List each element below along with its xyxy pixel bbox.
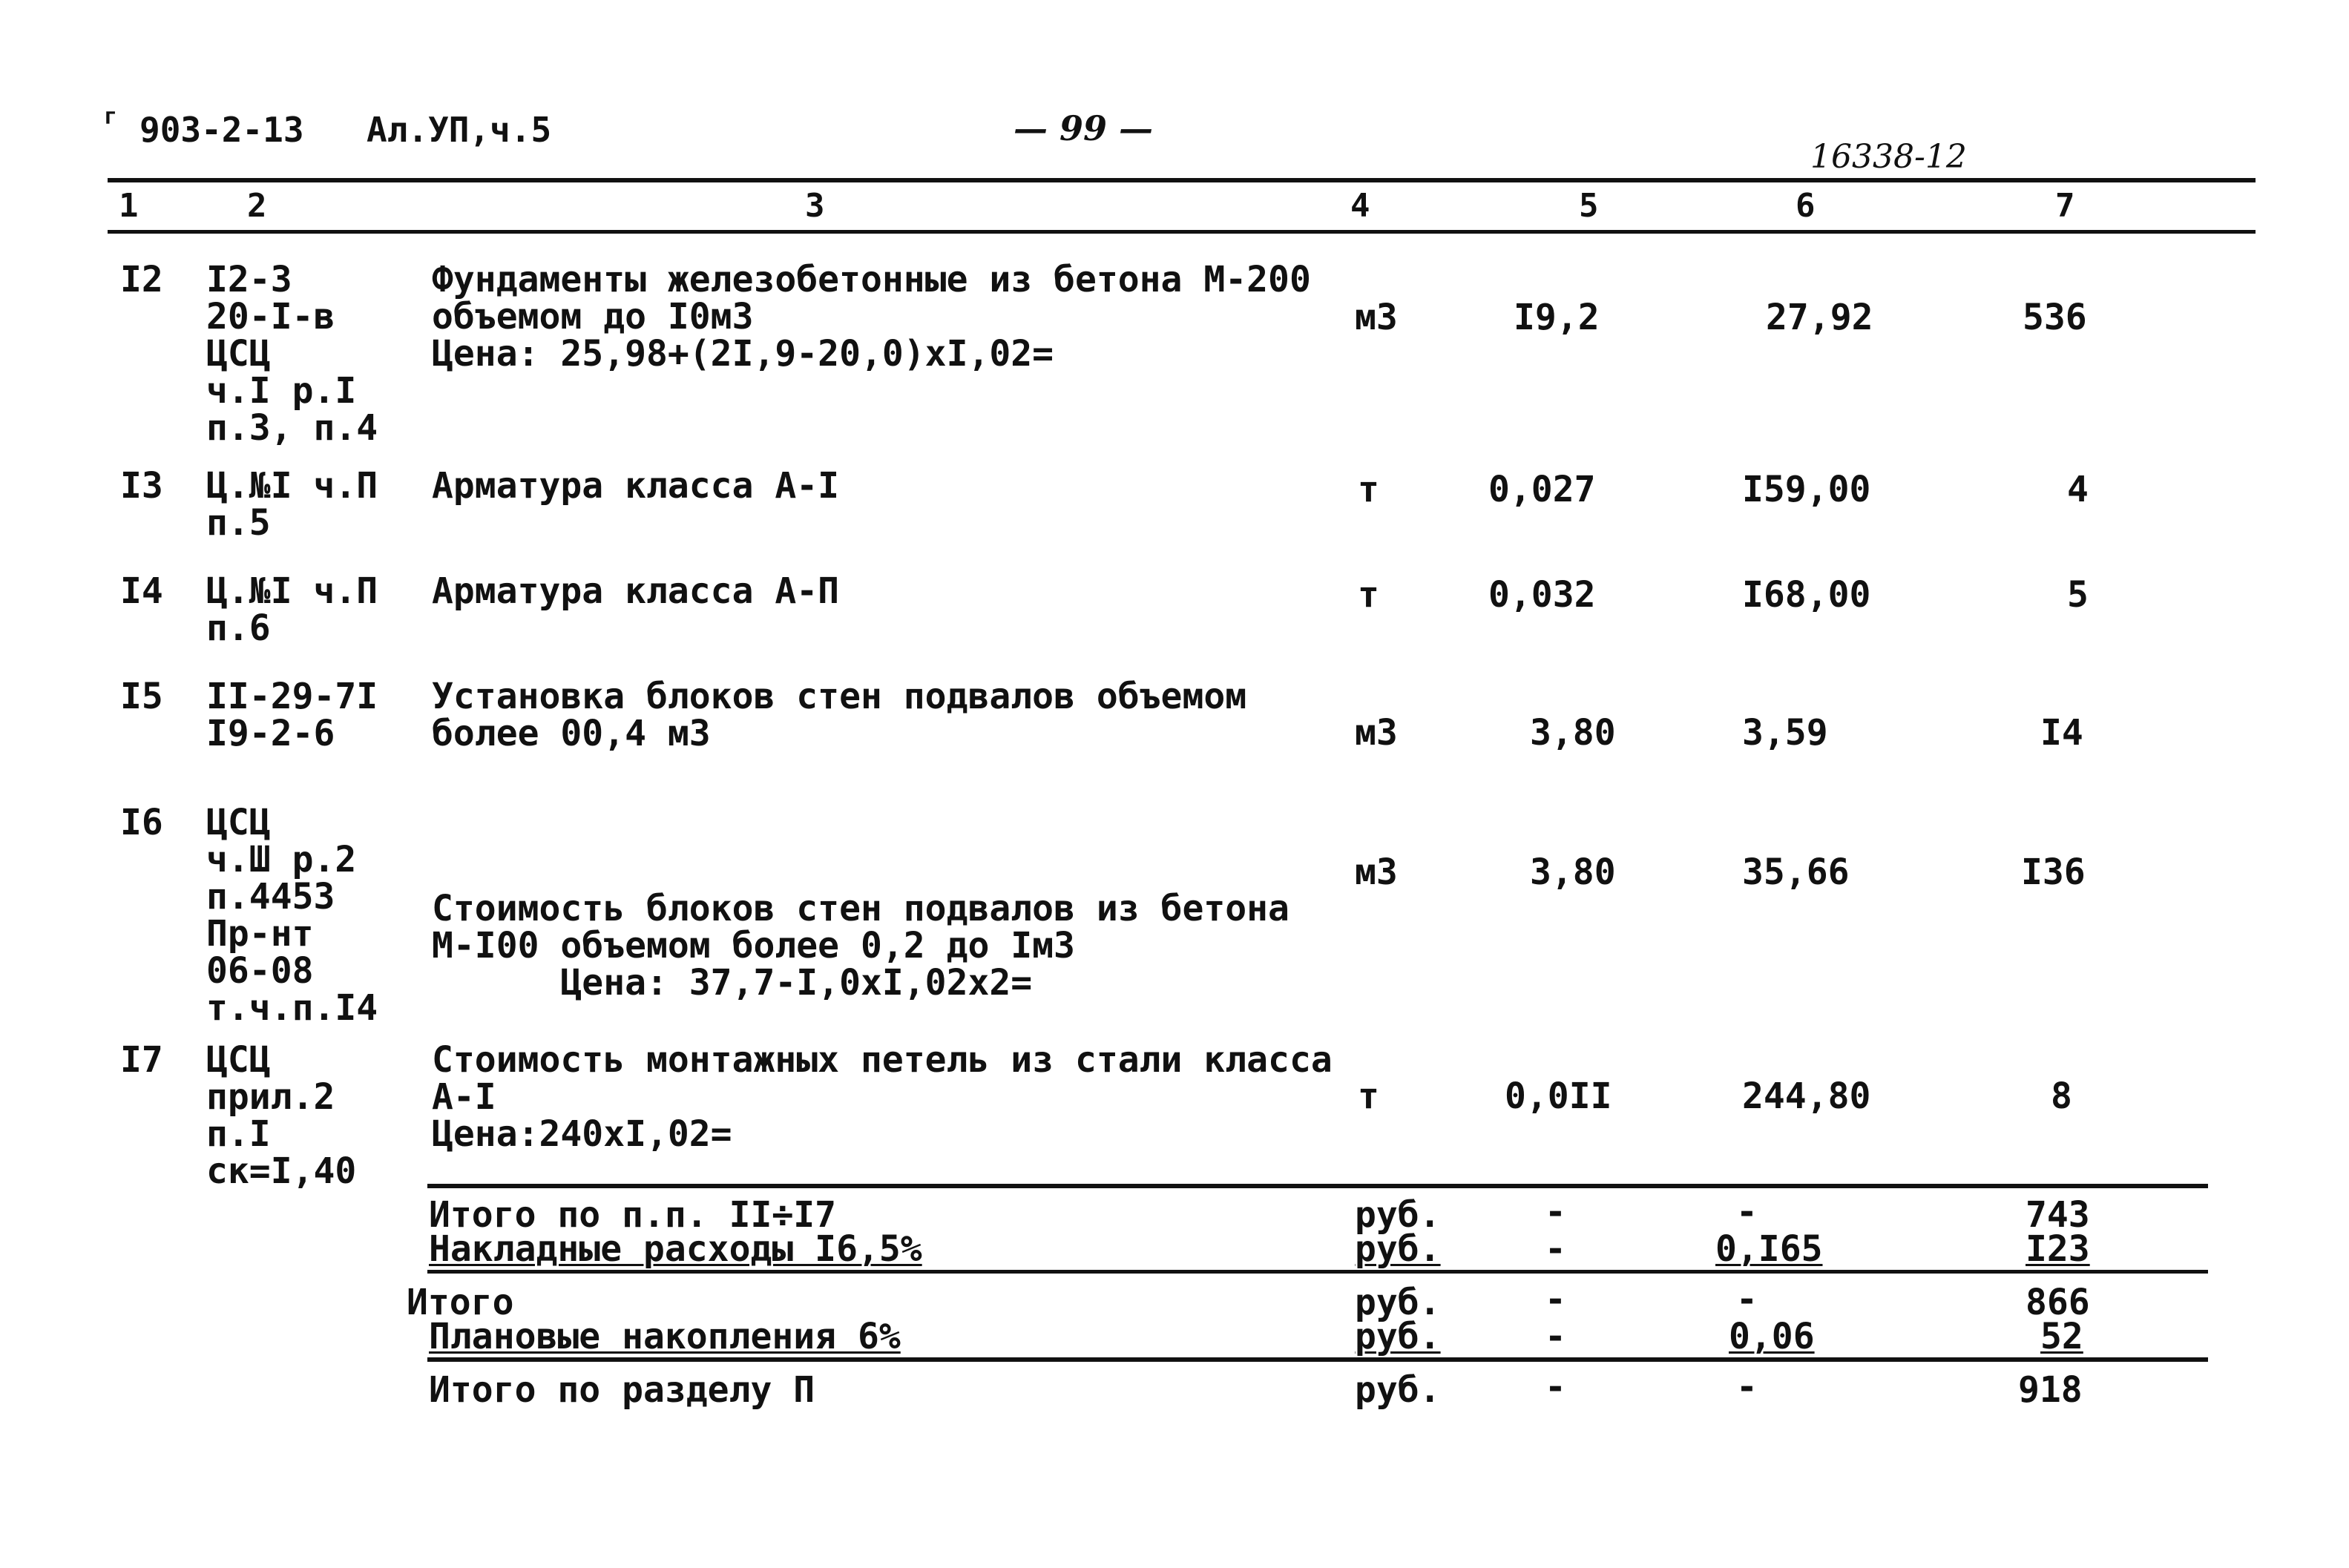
row-unit: м3 (1355, 851, 1398, 893)
row-code: II-29-7I I9-2-6 (206, 676, 378, 754)
album-ref: Ал.УП,ч.5 (367, 110, 552, 150)
row-total: 5 (2067, 574, 2089, 616)
row-description: Фундаменты железобетонные из бетона М-200 объемом до I0м3 Цена: 25,98+(2I,9-20,0)xI,02= (432, 259, 1311, 375)
row-description: Стоимость блоков стен подвалов из бетона М-I00 объемом более 0,2 до Iм3 Цена: 37,7-I,0xI,02x2= (432, 888, 1290, 1004)
row-number: I7 (120, 1039, 163, 1081)
row-total: 536 (2023, 297, 2087, 338)
summary-quantity: - (1545, 1279, 1566, 1320)
corner-mark: г (104, 104, 118, 130)
top-rule (108, 178, 2256, 182)
column-header-2: 2 (247, 187, 267, 225)
summary-rule (427, 1270, 2208, 1274)
summary-unit: руб. (1355, 1282, 1441, 1323)
summary-label: Накладные расходы I6,5% (429, 1228, 922, 1270)
summary-total: 866 (2026, 1282, 2090, 1323)
summary-quantity: - (1545, 1316, 1566, 1357)
row-unit: т (1358, 574, 1379, 616)
row-quantity: 3,80 (1530, 712, 1616, 754)
summary-total: I23 (2026, 1228, 2090, 1270)
summary-rule (427, 1184, 2208, 1188)
summary-rule (427, 1357, 2208, 1362)
row-number: I3 (120, 465, 163, 507)
column-header-3: 3 (805, 187, 825, 225)
column-header-6: 6 (1796, 187, 1816, 225)
row-price: I68,00 (1742, 574, 1871, 616)
row-code: Ц.№I ч.П п.5 (206, 465, 378, 544)
summary-unit: руб. (1355, 1369, 1441, 1411)
row-unit: т (1358, 1075, 1379, 1117)
row-total: I4 (2040, 712, 2083, 754)
summary-total: 743 (2026, 1194, 2090, 1236)
row-code: Ц.№I ч.П п.6 (206, 570, 378, 649)
summary-label: Итого (407, 1282, 514, 1323)
row-price: 244,80 (1742, 1075, 1871, 1117)
row-quantity: 0,027 (1488, 469, 1596, 510)
row-unit: м3 (1355, 297, 1398, 338)
row-total: 8 (2051, 1075, 2072, 1117)
row-code: ЦСЦ прил.2 п.I ск=I,40 (206, 1039, 357, 1192)
row-price: 27,92 (1766, 297, 1873, 338)
summary-price: - (1736, 1279, 1758, 1320)
page-number: — 99 — (1013, 108, 1154, 148)
row-price: I59,00 (1742, 469, 1871, 510)
summary-price: 0,06 (1729, 1316, 1815, 1357)
row-number: I2 (120, 259, 163, 300)
row-unit: т (1358, 469, 1379, 510)
summary-total: 918 (2018, 1369, 2083, 1411)
row-number: I6 (120, 802, 163, 843)
row-total: 4 (2067, 469, 2089, 510)
summary-price: - (1736, 1191, 1758, 1233)
row-number: I4 (120, 570, 163, 612)
header-rule (108, 230, 2256, 234)
doc-code: 903-2-13 (139, 110, 304, 150)
summary-label: Плановые накопления 6% (429, 1316, 901, 1357)
column-header-7: 7 (2055, 187, 2075, 225)
inventory-number: 16338-12 (1810, 138, 1967, 176)
row-price: 3,59 (1742, 712, 1828, 754)
column-header-1: 1 (119, 187, 139, 225)
summary-unit: руб. (1355, 1194, 1441, 1236)
column-header-4: 4 (1350, 187, 1370, 225)
row-price: 35,66 (1742, 851, 1850, 893)
row-code: ЦСЦ ч.Ш р.2 п.4453 Пр-нт 06-08 т.ч.п.I4 (206, 802, 378, 1029)
summary-total: 52 (2040, 1316, 2083, 1357)
row-description: Установка блоков стен подвалов объемом более 00,4 м3 (432, 676, 1247, 754)
row-quantity: I9,2 (1514, 297, 1600, 338)
summary-price: - (1736, 1366, 1758, 1408)
summary-quantity: - (1545, 1228, 1566, 1270)
row-description: Арматура класса А-П (432, 570, 840, 612)
column-header-5: 5 (1579, 187, 1599, 225)
row-description: Стоимость монтажных петель из стали класса А-I Цена:240xI,02= (432, 1039, 1333, 1155)
row-quantity: 0,0II (1505, 1075, 1612, 1117)
summary-unit: руб. (1355, 1228, 1441, 1270)
row-total: I36 (2021, 851, 2086, 893)
summary-price: 0,I65 (1715, 1228, 1823, 1270)
summary-label: Итого по п.п. II÷I7 (429, 1194, 837, 1236)
summary-quantity: - (1545, 1366, 1566, 1408)
row-unit: м3 (1355, 712, 1398, 754)
row-quantity: 3,80 (1530, 851, 1616, 893)
row-number: I5 (120, 676, 163, 717)
summary-unit: руб. (1355, 1316, 1441, 1357)
row-code: I2-3 20-I-в ЦСЦ ч.I р.I п.3, п.4 (206, 259, 378, 449)
row-quantity: 0,032 (1488, 574, 1596, 616)
row-description: Арматура класса А-I (432, 465, 840, 507)
summary-quantity: - (1545, 1191, 1566, 1233)
summary-label: Итого по разделу П (429, 1369, 815, 1411)
